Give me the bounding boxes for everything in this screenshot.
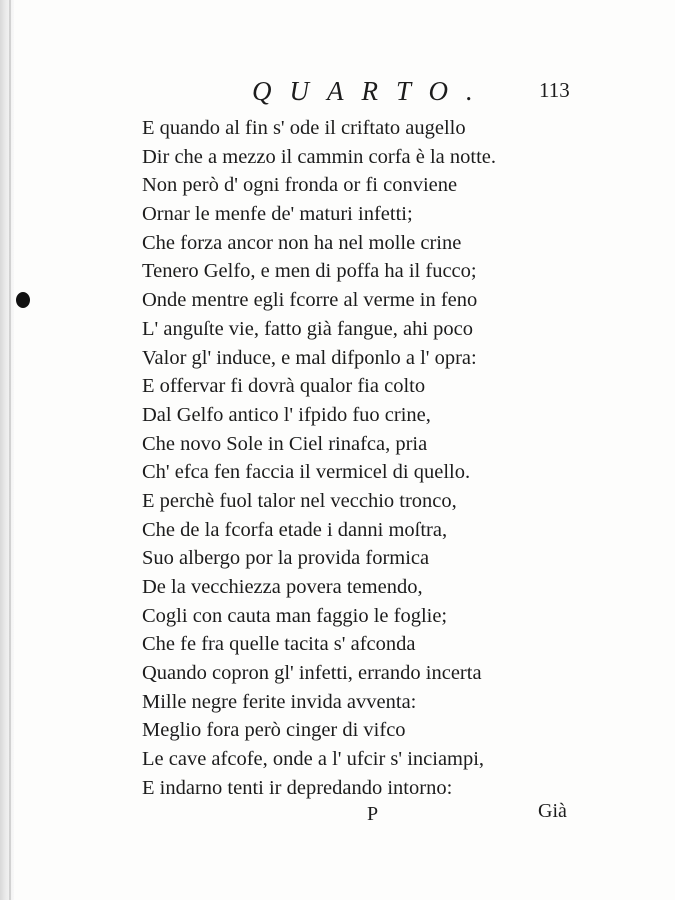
verse-line: Che novo Sole in Ciel rinafca, pria	[142, 432, 428, 455]
verse-line: E quando al fin s' ode il criftato augello	[142, 117, 466, 139]
verse-line: Dal Gelfo antico l' ifpido fuo crine,	[142, 403, 431, 426]
verse-line: Quando copron gl' infetti, errando incerta	[142, 662, 482, 685]
verse-line: E offervar fi dovrà qualor fia colto	[142, 375, 426, 398]
page-binding-edge	[0, 0, 14, 900]
verse-line: Cogli con cauta man faggio le foglie;	[142, 604, 448, 627]
verse-line: Meglio fora però cinger di vifco	[142, 719, 406, 742]
verse-line: Valor gl' induce, e mal difponlo a l' opra:	[142, 346, 477, 369]
verse-line: Mille negre ferite invida avventa:	[142, 690, 417, 713]
catchword: Già	[538, 800, 567, 822]
binding-hole	[16, 292, 30, 308]
verse-line: Ch' efca fen faccia il vermicel di quello.	[142, 461, 471, 484]
verse-text	[142, 114, 602, 803]
binding-shadow-line	[9, 0, 11, 900]
verse-line: Ornar le menfe de' maturi infetti;	[142, 203, 413, 226]
verse-line: L' anguſte vie, fatto già fangue, ahi poco	[142, 317, 474, 340]
verse-line: De la vecchiezza povera temendo,	[142, 576, 423, 598]
verse-line: Che fe fra quelle tacita s' afconda	[142, 633, 416, 656]
verse-line: Suo albergo por la provida formica	[142, 547, 430, 570]
verse-line: Che de la fcorfa etade i danni moſtra,	[142, 518, 448, 541]
verse-line: Tenero Gelfo, e men di poffa ha il fucco;	[142, 260, 477, 283]
running-title: QUARTO.	[252, 76, 491, 106]
signature-mark: P	[367, 803, 379, 825]
verse-line: Onde mentre egli fcorre al verme in feno	[142, 289, 478, 312]
verse-line: Dir che a mezzo il cammin corfa è la notte.	[142, 145, 497, 168]
verse-line: E perchè fuol talor nel vecchio tronco,	[142, 489, 457, 512]
verse-line: Che forza ancor non ha nel molle crine	[142, 231, 462, 254]
page-number: 113	[539, 78, 570, 102]
verse-line: Le cave afcofe, onde a l' ufcir s' inciampi,	[142, 748, 485, 771]
verse-line: E indarno tenti ir depredando intorno:	[142, 776, 453, 799]
verse-line: Non però d' ogni fronda or fi conviene	[142, 174, 458, 197]
